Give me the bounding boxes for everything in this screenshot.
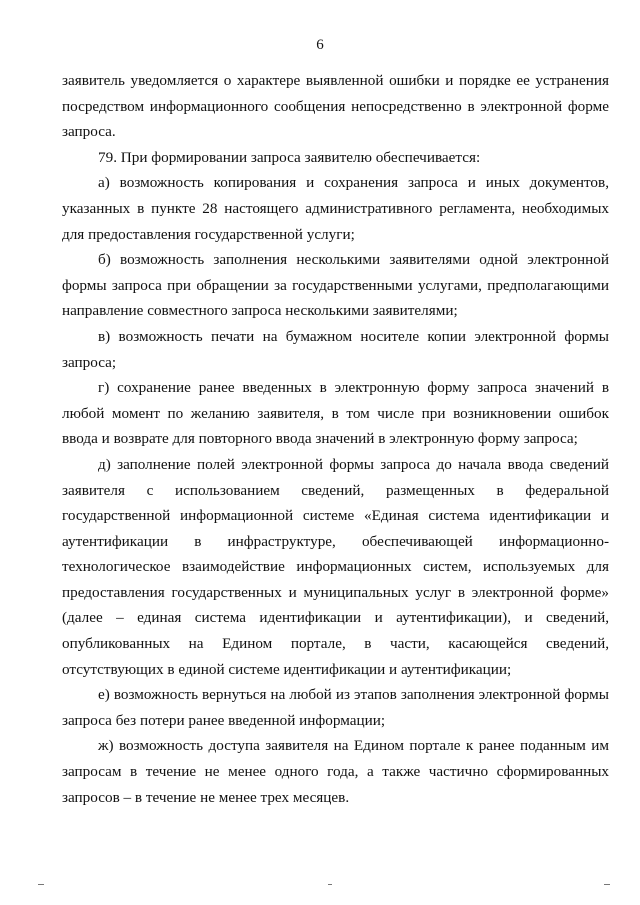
page-number: 6	[316, 37, 324, 53]
paragraph-subitem-zh: ж) возможность доступа заявителя на Едином портале к ранее поданным им запросам в течение не менее одного года, а также частично сформированных запросов – в течение не менее трех месяцев.	[62, 737, 609, 806]
paragraph-subitem-e: е) возможность вернуться на любой из этапов заполнения электронной формы запроса без потери ранее введенной информации;	[62, 686, 609, 729]
paragraph-continuation: заявитель уведомляется о характере выявленной ошибки и порядке ее устранения посредством информационного сообщения непосредственно в электронной форме запроса.	[62, 72, 609, 141]
scan-mark-left	[38, 884, 44, 885]
paragraph-subitem-a: а) возможность копирования и сохранения запроса и иных документов, указанных в пункте 28 настоящего административного регламента, необходимых для предоставления государственной услуги;	[62, 174, 609, 243]
document-body	[62, 68, 609, 810]
paragraph-item-79: 79. При формировании запроса заявителю обеспечивается:	[98, 148, 481, 166]
paragraph-subitem-d: д) заполнение полей электронной формы запроса до начала ввода сведений заявителя с использованием сведений, размещенных в федеральной государственной информационной системе «Единая система идентификации и аутентификации в инфраструктуре, обеспечивающей информационно-технологическое взаимодействие информационных систем, используемых для предоставления государственных и муниципальных услуг в электронной форме» (далее – единая система идентификации и аутентификации), и сведений, опубликованных на Едином портале, в части, касающейся сведений, отсутствующих в единой системе идентификации и аутентификации;	[62, 455, 609, 678]
paragraph-subitem-v: в) возможность печати на бумажном носителе копии электронной формы запроса;	[62, 327, 609, 371]
paragraph-subitem-b: б) возможность заполнения несколькими заявителями одной электронной формы запроса при обращении за государственными услугами, предполагающими направление совместного запроса несколькими заявителями;	[62, 251, 609, 320]
scan-mark-right	[604, 884, 610, 885]
scan-mark-center	[328, 884, 332, 885]
paragraph-subitem-g: г) сохранение ранее введенных в электронную форму запроса значений в любой момент по желанию заявителя, в том числе при возникновении ошибок ввода и возврате для повторного ввода значений в электронную форму запроса;	[62, 379, 609, 448]
